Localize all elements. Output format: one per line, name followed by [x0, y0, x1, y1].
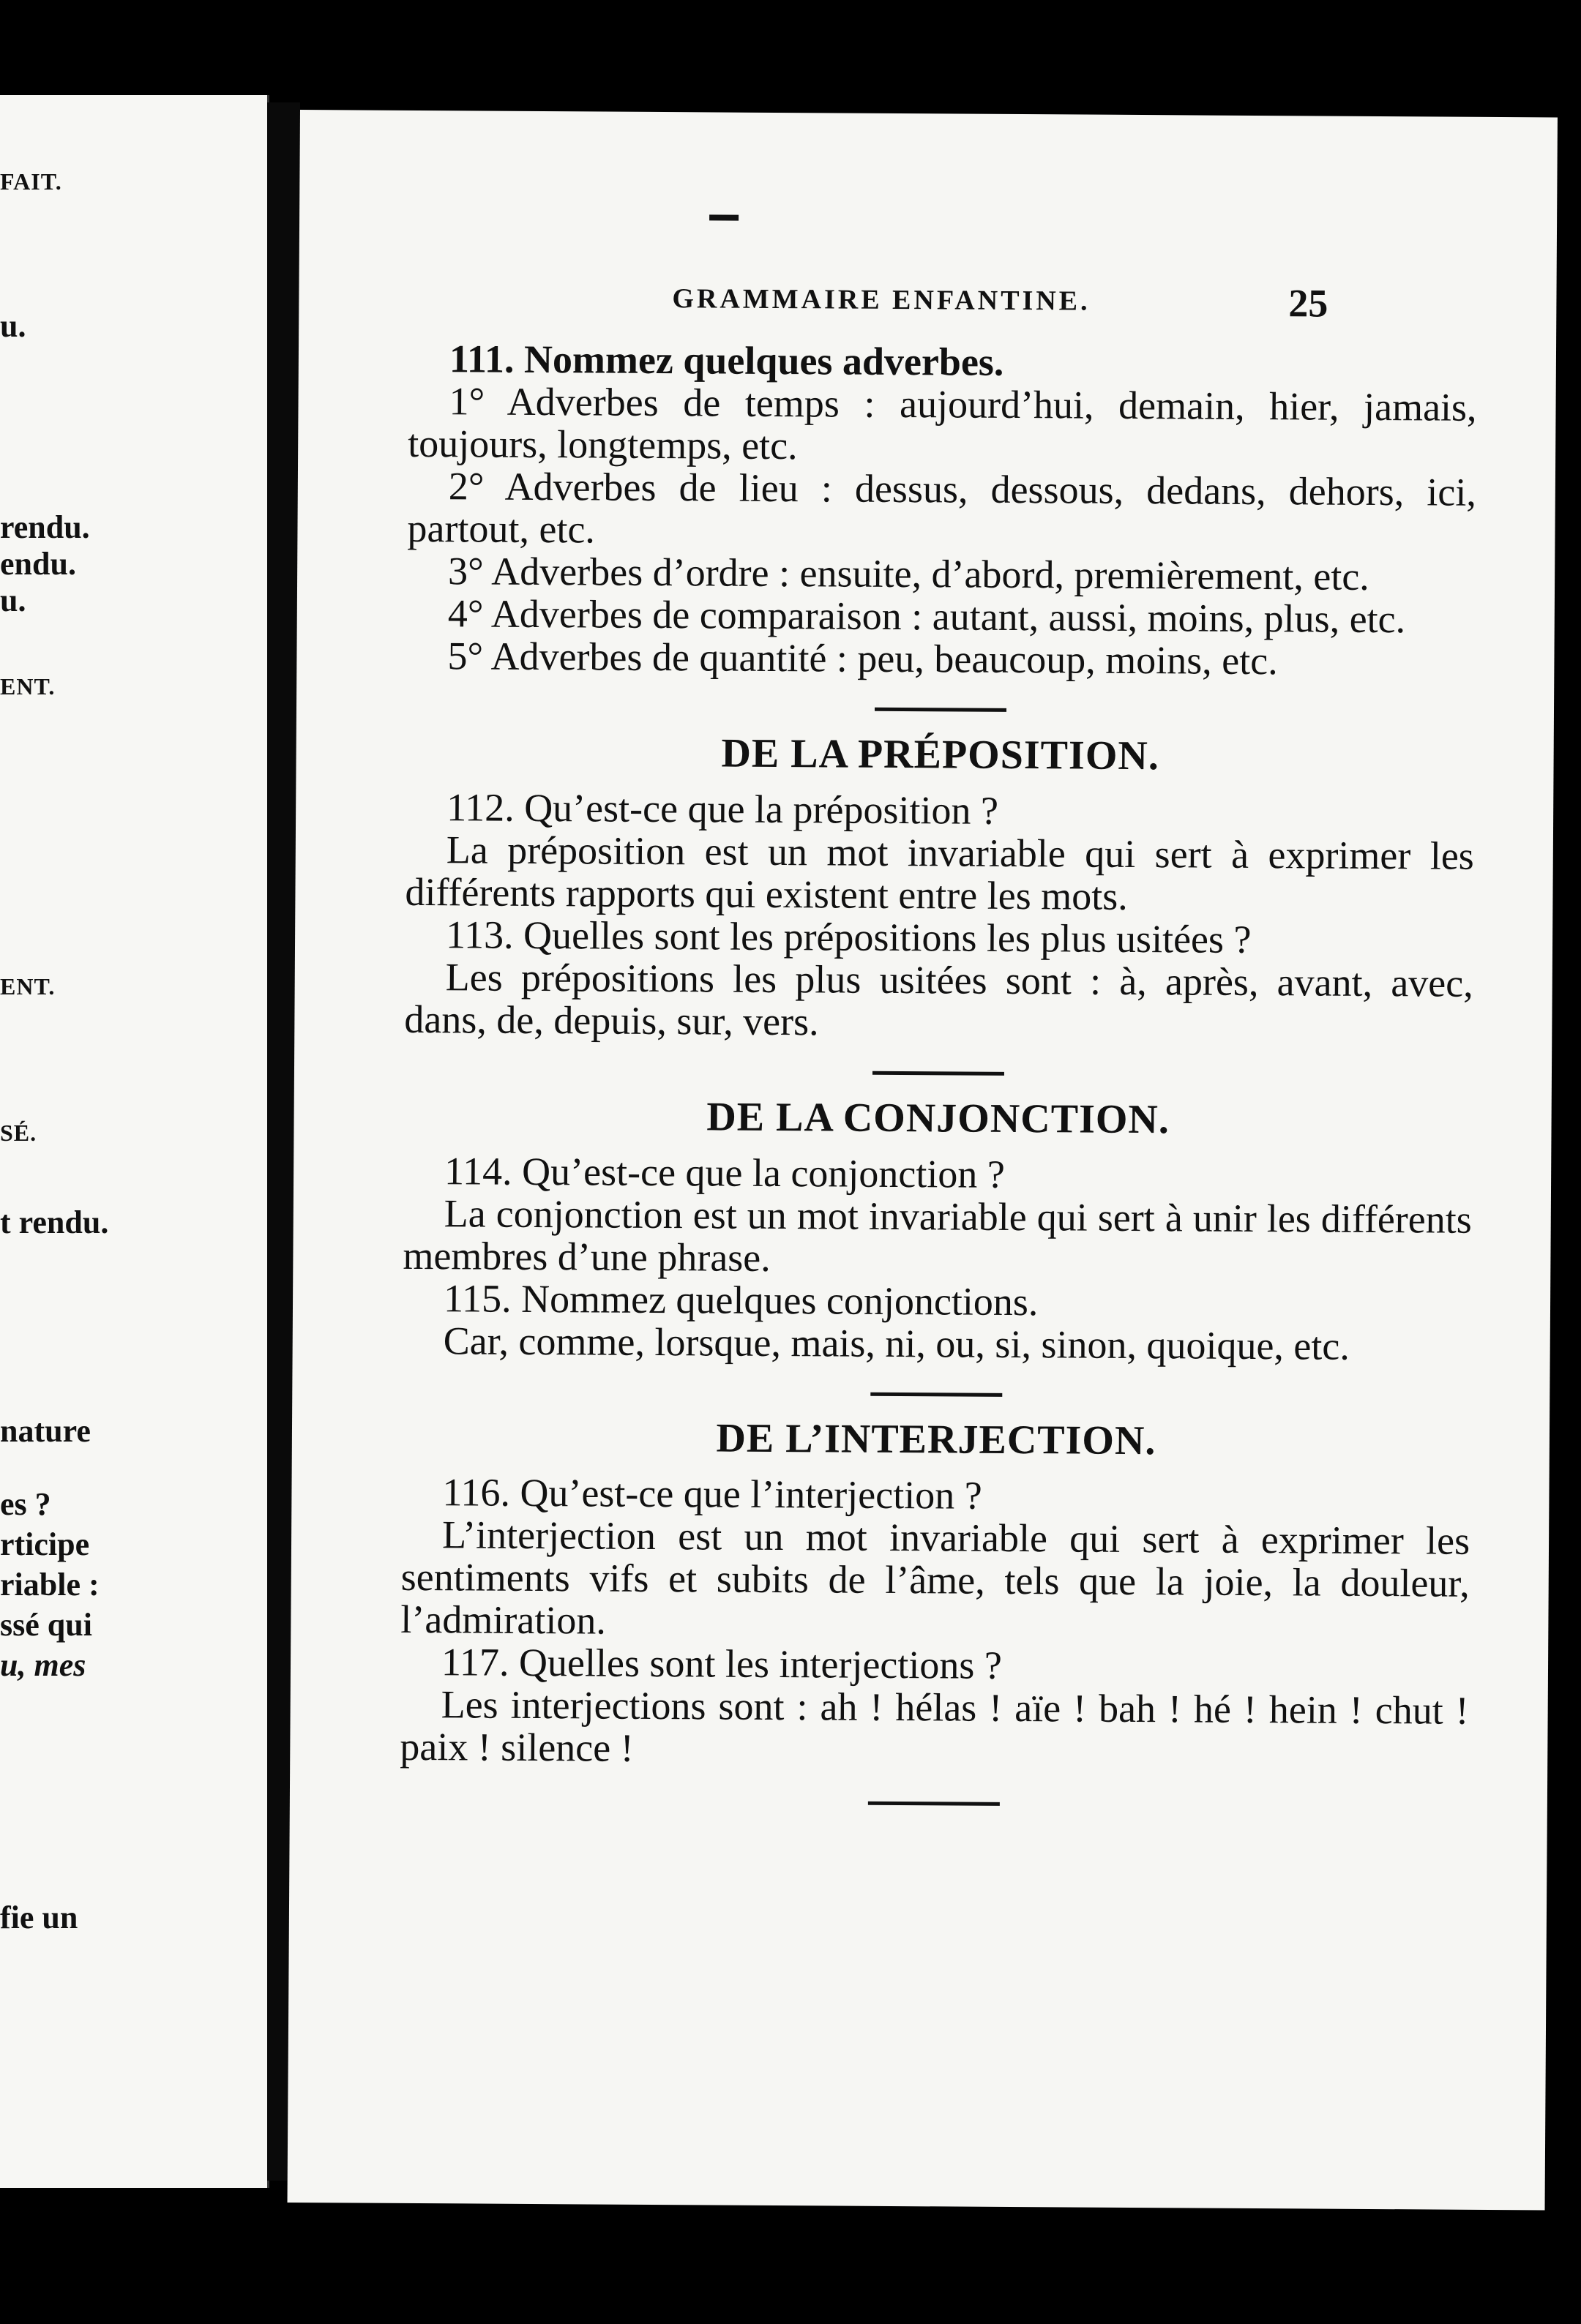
section-title-conjunction: DE LA CONJONCTION.: [706, 1094, 1170, 1143]
answer-adverbs-time: 1° Adverbes de temps : aujourd’hui, demain, hier, jamais, toujours, longtemps, etc.: [408, 379, 1477, 468]
section-separator: [870, 1392, 1002, 1397]
left-page-fragment: u.: [0, 308, 26, 344]
left-page-fragment: ssé qui: [0, 1607, 92, 1643]
section-title-preposition: DE LA PRÉPOSITION.: [721, 730, 1159, 779]
answer-adverbs-quantity: 5° Adverbes de quantité : peu, beaucoup, moins, etc.: [447, 634, 1278, 683]
left-page-fragment: t rendu.: [0, 1204, 109, 1240]
answer-adverbs-comparison: 4° Adverbes de comparaison : autant, aussi, moins, plus, etc.: [447, 591, 1406, 642]
section-separator: [868, 1802, 1000, 1806]
answer-114: La conjonction est un mot invariable qui sert à unir les différents membres d’une phrase.: [403, 1191, 1472, 1280]
answer-113: Les prépositions les plus usitées sont : à, après, avant, avec, dans, de, depuis, sur, vers.: [404, 955, 1473, 1044]
left-page-fragment: SÉ.: [0, 1120, 37, 1146]
answer-adverbs-place: 2° Adverbes de lieu : dessus, dessous, dedans, dehors, ici, partout, etc.: [407, 464, 1477, 552]
left-page-fragment: es ?: [0, 1486, 51, 1522]
section-separator: [872, 1071, 1004, 1076]
answer-116: L’interjection est un mot invariable qui sert à exprimer les sentiments vifs et subits de l’âme, tels que la joie, la douleur, l’admiration.: [400, 1513, 1470, 1643]
section-separator: [875, 708, 1006, 712]
page-dash: [709, 214, 739, 220]
left-page-fragment: rendu.: [0, 509, 90, 545]
left-page-fragment: endu.: [0, 546, 76, 582]
left-page-fragment: u.: [0, 582, 26, 618]
left-page-fragment: riable :: [0, 1567, 100, 1603]
answer-117: Les interjections sont : ah ! hélas ! aïe ! bah ! hé ! hein ! chut ! paix ! silence !: [400, 1682, 1469, 1770]
left-facing-page: [0, 95, 269, 2188]
book-page: [288, 110, 1558, 2210]
answer-adverbs-order: 3° Adverbes d’ordre : ensuite, d’abord, premièrement, etc.: [447, 549, 1369, 599]
question-117: 117. Quelles sont les interjections ?: [441, 1640, 1003, 1687]
question-115: 115. Nommez quelques conjonctions.: [443, 1276, 1039, 1324]
question-114: 114. Qu’est-ce que la conjonction ?: [444, 1149, 1006, 1196]
left-page-fragment: nature: [0, 1413, 91, 1449]
running-head: GRAMMAIRE ENFANTINE.: [672, 283, 1091, 317]
left-page-fragment: FAIT.: [0, 168, 62, 195]
left-page-fragment: rticipe: [0, 1526, 90, 1562]
left-page-fragment: ENT.: [0, 673, 56, 700]
left-page-fragment: u, mes: [0, 1647, 86, 1683]
left-page-fragment: ENT.: [0, 973, 56, 1000]
answer-115: Car, comme, lorsque, mais, ni, ou, si, sinon, quoique, etc.: [443, 1319, 1350, 1368]
section-title-interjection: DE L’INTERJECTION.: [716, 1415, 1156, 1464]
page-body: [400, 337, 1477, 1831]
question-113: 113. Quelles sont les prépositions les plus usitées ?: [445, 912, 1252, 962]
question-116: 116. Qu’est-ce que l’interjection ?: [442, 1470, 982, 1518]
question-112: 112. Qu’est-ce que la préposition ?: [446, 785, 999, 833]
answer-112: La préposition est un mot invariable qui sert à exprimer les différents rapports qui existent entre les mots.: [405, 828, 1474, 918]
left-page-fragment: fie un: [0, 1900, 78, 1935]
page-number: 25: [1288, 281, 1328, 326]
question-111: 111. Nommez quelques adverbes.: [449, 337, 1004, 384]
